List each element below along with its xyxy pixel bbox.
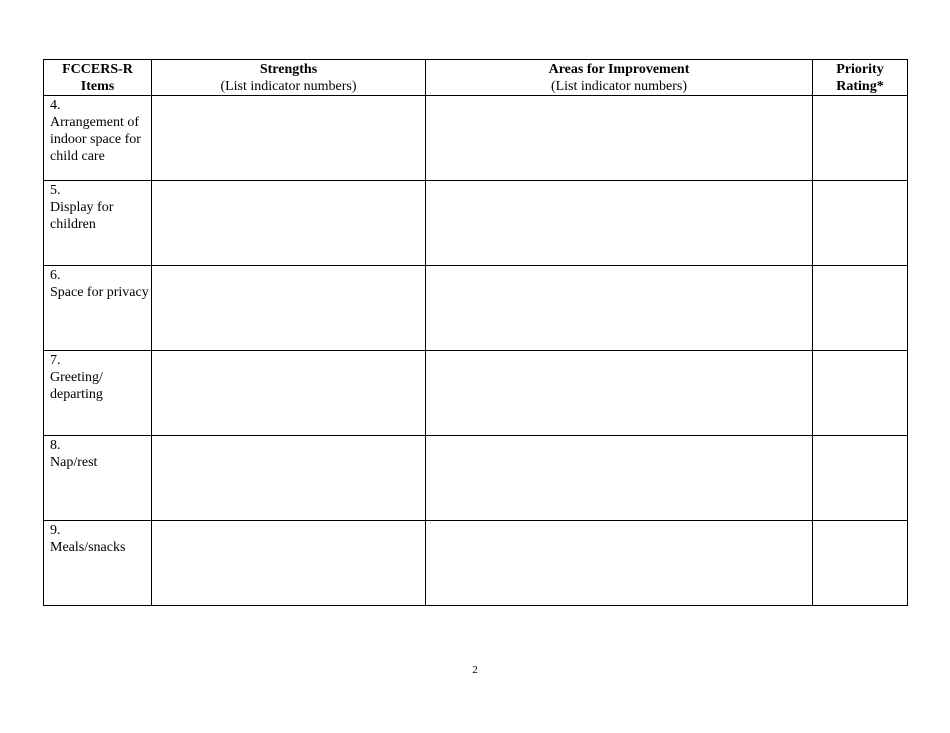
header-improvement-subtitle: (List indicator numbers) [550,79,688,94]
item-cell [44,351,152,436]
item-name: Arrangement of indoor space for child care [50,115,141,164]
improvement-cell[interactable] [426,521,813,606]
item-cell [44,266,152,351]
strengths-cell[interactable] [152,181,426,266]
table-row [44,436,908,521]
item-cell [44,181,152,266]
improvement-cell[interactable] [426,351,813,436]
header-strengths-subtitle: (List indicator numbers) [220,79,357,94]
item-name: Meals/snacks [50,540,126,555]
header-priority [813,60,908,96]
table-row [44,351,908,436]
item-name: Nap/rest [50,455,98,470]
item-number: 6. [50,268,61,283]
improvement-cell[interactable] [426,436,813,521]
table-row [44,96,908,181]
header-strengths [152,60,426,96]
priority-cell[interactable] [813,96,908,181]
priority-cell[interactable] [813,351,908,436]
improvement-cell[interactable] [426,181,813,266]
strengths-cell[interactable] [152,266,426,351]
priority-cell[interactable] [813,521,908,606]
header-priority-subtitle: Rating* [836,79,884,94]
header-priority-title: Priority [836,62,884,77]
strengths-cell[interactable] [152,436,426,521]
table-row [44,266,908,351]
item-name: Display for children [50,200,114,232]
priority-cell[interactable] [813,436,908,521]
item-number: 8. [50,438,61,453]
header-items-subtitle: Items [80,79,115,94]
header-improvement-title: Areas for Improvement [548,62,690,77]
header-improvement [426,60,813,96]
page-number: 2 [472,664,478,676]
item-cell [44,521,152,606]
header-strengths-title: Strengths [259,62,318,77]
item-number: 7. [50,353,61,368]
table-row [44,521,908,606]
item-number: 9. [50,523,61,538]
improvement-cell[interactable] [426,96,813,181]
item-name: Space for privacy [50,285,149,300]
item-cell [44,436,152,521]
assessment-table [43,59,908,606]
strengths-cell[interactable] [152,351,426,436]
strengths-cell[interactable] [152,96,426,181]
header-items [44,60,152,96]
item-number: 4. [50,98,61,113]
item-cell [44,96,152,181]
header-row [44,60,908,96]
priority-cell[interactable] [813,266,908,351]
item-number: 5. [50,183,61,198]
priority-cell[interactable] [813,181,908,266]
item-name: Greeting/ departing [50,370,103,402]
strengths-cell[interactable] [152,521,426,606]
table-row [44,181,908,266]
header-items-title: FCCERS-R [62,62,133,77]
improvement-cell[interactable] [426,266,813,351]
